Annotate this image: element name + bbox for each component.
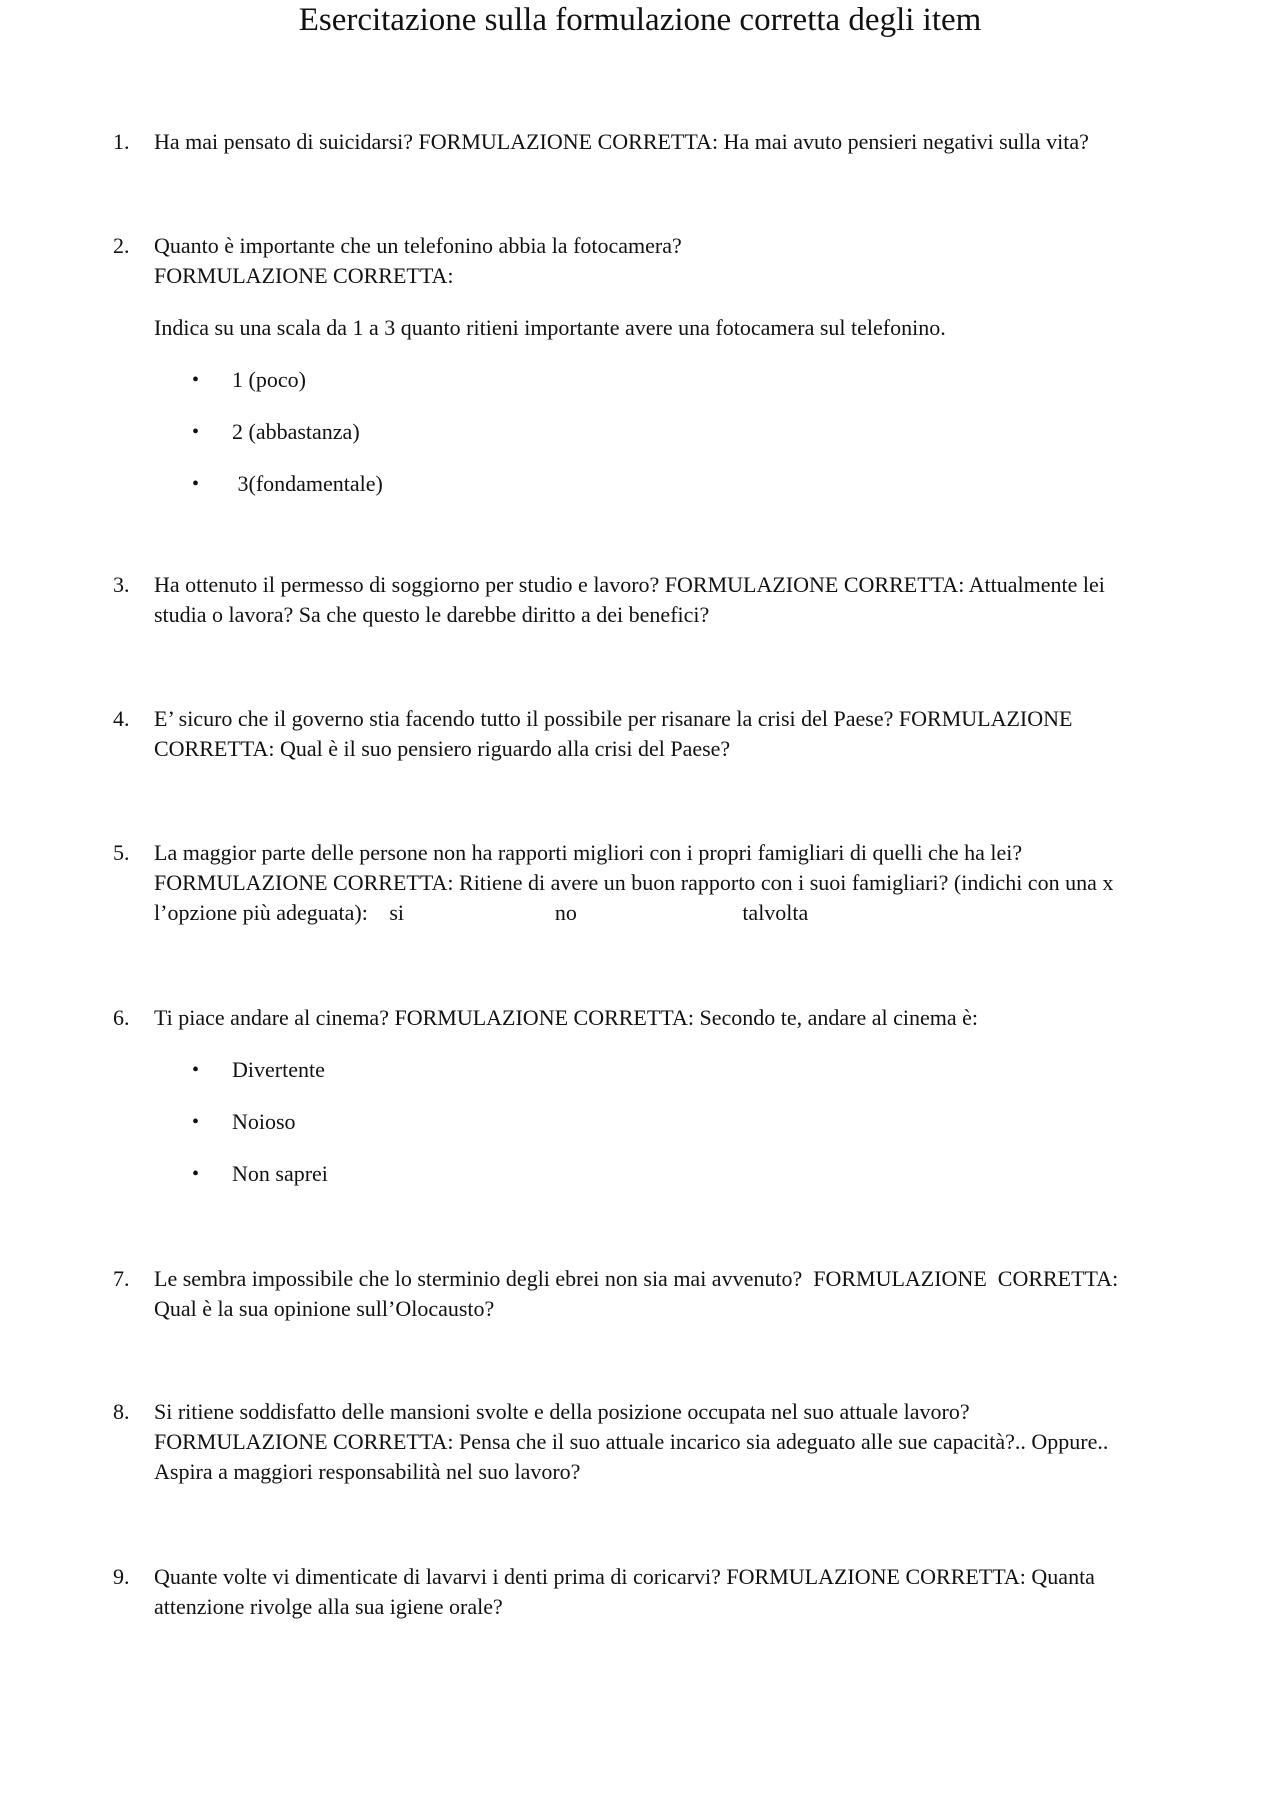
bullet-text: 2 (abbastanza) <box>232 419 360 444</box>
bullet-item <box>154 1055 1194 1085</box>
item-line: FORMULAZIONE CORRETTA: Ritiene di avere un buon rapporto con i suoi famigliari? (indichi con una x <box>154 870 1114 895</box>
item-line: studia o lavora? Sa che questo le darebbe diritto a dei benefici? <box>154 602 710 627</box>
bullet-icon: • <box>192 1111 200 1133</box>
bullet-text: Noioso <box>232 1109 296 1134</box>
item-text <box>154 127 1194 157</box>
bullet-text: Non saprei <box>232 1161 328 1186</box>
bullet-item <box>154 469 1194 499</box>
options-prompt: l’opzione più adeguata): <box>154 900 368 925</box>
bullet-text: 1 (poco) <box>232 367 306 392</box>
page-title: Esercitazione sulla formulazione corretta degli item <box>298 2 982 38</box>
bullet-icon: • <box>192 369 200 391</box>
item-line: Si ritiene soddisfatto delle mansioni svolte e della posizione occupata nel suo attuale lavoro? <box>154 1399 970 1424</box>
item-number: 4. <box>113 706 130 731</box>
bullet-text: 3(fondamentale) <box>232 471 383 496</box>
item-line: Le sembra impossibile che lo sterminio degli ebrei non sia mai avvenuto? FORMULAZIONE CORRETTA: <box>154 1266 1119 1291</box>
item-line: Quanto è importante che un telefonino abbia la fotocamera? <box>154 233 682 258</box>
item-number: 7. <box>113 1266 130 1291</box>
item-line: Ti piace andare al cinema? FORMULAZIONE CORRETTA: Secondo te, andare al cinema è: <box>154 1005 979 1030</box>
bullet-list <box>154 1055 1194 1189</box>
bullet-item <box>154 1107 1194 1137</box>
bullet-item <box>154 417 1194 447</box>
item-text <box>154 838 1194 928</box>
item-line: Qual è la sua opinione sull’Olocausto? <box>154 1296 495 1321</box>
bullet-text: Divertente <box>232 1057 325 1082</box>
bullet-icon: • <box>192 473 200 495</box>
item-text <box>154 570 1194 630</box>
item-text <box>154 1397 1194 1487</box>
item-number: 9. <box>113 1564 130 1589</box>
item-text <box>154 1003 1194 1189</box>
item-text <box>154 231 1194 499</box>
item-line: CORRETTA: Qual è il suo pensiero riguardo alla crisi del Paese? <box>154 736 731 761</box>
bullet-list <box>154 365 1194 499</box>
item-line: La maggior parte delle persone non ha rapporti migliori con i propri famigliari di quelli che ha lei? <box>154 840 1023 865</box>
bullet-item <box>154 1159 1194 1189</box>
option-no: no <box>554 900 577 925</box>
item-number: 2. <box>113 233 130 258</box>
bullet-item <box>154 365 1194 395</box>
item-text <box>154 704 1194 764</box>
option-si: si <box>389 900 404 925</box>
item-text <box>154 1562 1194 1622</box>
item-line: Quante volte vi dimenticate di lavarvi i denti prima di coricarvi? FORMULAZIONE CORRETTA: Quanta <box>154 1564 1095 1589</box>
item-paragraph: Indica su una scala da 1 a 3 quanto ritieni importante avere una fotocamera sul telefonino. <box>154 315 946 340</box>
item-number: 5. <box>113 840 130 865</box>
item-number: 8. <box>113 1399 130 1424</box>
bullet-icon: • <box>192 1163 200 1185</box>
item-line: attenzione rivolge alla sua igiene orale? <box>154 1594 503 1619</box>
item-line: Ha ottenuto il permesso di soggiorno per studio e lavoro? FORMULAZIONE CORRETTA: Attualmente lei <box>154 572 1105 597</box>
item-number: 6. <box>113 1005 130 1030</box>
item-line <box>154 898 1194 928</box>
option-talvolta: talvolta <box>742 900 809 925</box>
item-line: E’ sicuro che il governo stia facendo tutto il possibile per risanare la crisi del Paese? FORMULAZIONE <box>154 706 1073 731</box>
item-text <box>154 1264 1194 1324</box>
item-line: Aspira a maggiori responsabilità nel suo lavoro? <box>154 1459 581 1484</box>
bullet-icon: • <box>192 421 200 443</box>
item-line: Ha mai pensato di suicidarsi? FORMULAZIONE CORRETTA: Ha mai avuto pensieri negativi sulla vita? <box>154 129 1089 154</box>
item-line: FORMULAZIONE CORRETTA: <box>154 263 454 288</box>
item-number: 3. <box>113 572 130 597</box>
item-number: 1. <box>113 129 130 154</box>
item-line: FORMULAZIONE CORRETTA: Pensa che il suo attuale incarico sia adeguato alle sue capacità?.. Oppure.. <box>154 1429 1109 1454</box>
bullet-icon: • <box>192 1059 200 1081</box>
